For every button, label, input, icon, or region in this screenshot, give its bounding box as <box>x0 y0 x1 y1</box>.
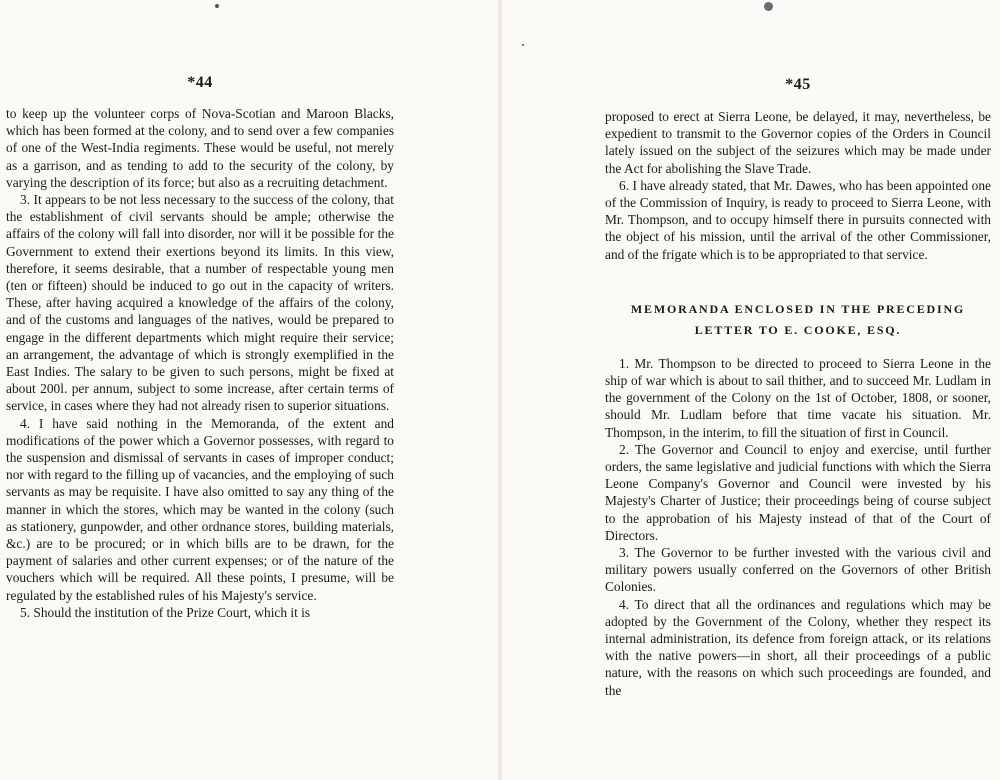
page-number: *44 <box>187 74 213 91</box>
ink-speck <box>522 44 524 46</box>
paragraph: to keep up the volunteer corps of Nova-Scotian and Maroon Blacks, which has been formed at the colony, and to send over a few companies of one of the West-India regiments. These would be useful, not merely as a garrison, and as tending to add to the security of the colony, by varying the description of its force; but also as a recruiting detachment. <box>6 106 394 190</box>
page-body <box>6 105 394 621</box>
paragraph: 3. The Governor to be further invested with the various civil and military powers usually conferred on the Governors of other British Colonies. <box>605 545 991 595</box>
paragraph: 4. I have said nothing in the Memoranda, of the extent and modifications of the power which a Governor possesses, with regard to the suspension and dismissal of servants in cases of improper conduct; nor with regard to the filling up of vacancies, and the employing of such servants as may be requisite. I have also omitted to say any thing of the manner in which the stores, which may be wanted in the colony (such as stationery, gunpowder, and other ordnance stores, building materials, &c.) are to be procured; or in which bills are to be drawn, for the payment of salaries and other current expenses; or of the nature of the vouchers which will be required. All these points, I presume, will be regulated by the established rules of his Majesty's service. <box>6 415 394 603</box>
page-number: *45 <box>785 76 811 93</box>
paragraph: 1. Mr. Thompson to be directed to proceed to Sierra Leone in the ship of war which is about to sail thither, and to succeed Mr. Ludlam in the government of the Colony on the 1st of October, 1808, or sooner, should Mr. Ludlam before that time vacate his situation. Mr. Thompson, in the interim, to fill the situation of first in Council. <box>605 355 991 440</box>
paragraph: 2. The Governor and Council to enjoy and exercise, until further orders, the same legislative and judicial functions with which the Sierra Leone Company's Governor and Council were invested by his Majesty's Charter of Justice; their proceedings being of course subject to the approbation of his Majesty instead of that of the Court of Directors. <box>605 441 991 543</box>
section-heading: LETTER TO E. COOKE, ESQ. <box>694 322 902 337</box>
paragraph: 3. It appears to be not less necessary to the success of the colony, that the establishment of civil servants should be ample; otherwise the affairs of the colony will fall into disorder, nor will it be possible for the Government to extend their exertions beyond its limits. In this view, therefore, it seems desirable, that a number of respectable young men (ten or fifteen) should be induced to go out in the capacity of writers. These, after having acquired a knowledge of the affairs of the colony, and of the customs and languages of the natives, would be prepared to engage in the different departments which might require their service; an arrangement, the advantage of which is strongly exemplified in the East Indies. The salary to be given to such persons, might be fixed at about 200l. per annum, subject to some increase, after certain terms of service, in cases where they had not already risen to superior situations. <box>6 192 394 414</box>
section-heading: MEMORANDA ENCLOSED IN THE PRECEDING <box>630 301 966 316</box>
book-gutter <box>498 0 502 780</box>
ink-speck <box>764 2 773 11</box>
ink-speck <box>215 4 219 8</box>
paragraph: 5. Should the institution of the Prize Court, which it is <box>20 604 311 620</box>
paragraph: proposed to erect at Sierra Leone, be delayed, it may, nevertheless, be expedient to transmit to the Governor copies of the Orders in Council lately issued on the subject of the seizures which may be made under the Act for abolishing the Slave Trade. <box>605 109 991 176</box>
page-body <box>605 108 991 699</box>
paragraph: 4. To direct that all the ordinances and regulations which may be adopted by the Government of the Colony, whether they respect its internal administration, its defence from foreign attack, or its relations with the native powers—in short, all their proceedings of a public nature, with the reasons on which such proceedings are founded, and the <box>605 596 991 698</box>
paragraph: 6. I have already stated, that Mr. Dawes, who has been appointed one of the Commission of Inquiry, is ready to proceed to Sierra Leone, with Mr. Thompson, and to occupy himself there in pursuits connected with the object of his mission, until the arrival of the other Commissioner, and of the frigate which is to be appropriated to that service. <box>605 177 991 262</box>
